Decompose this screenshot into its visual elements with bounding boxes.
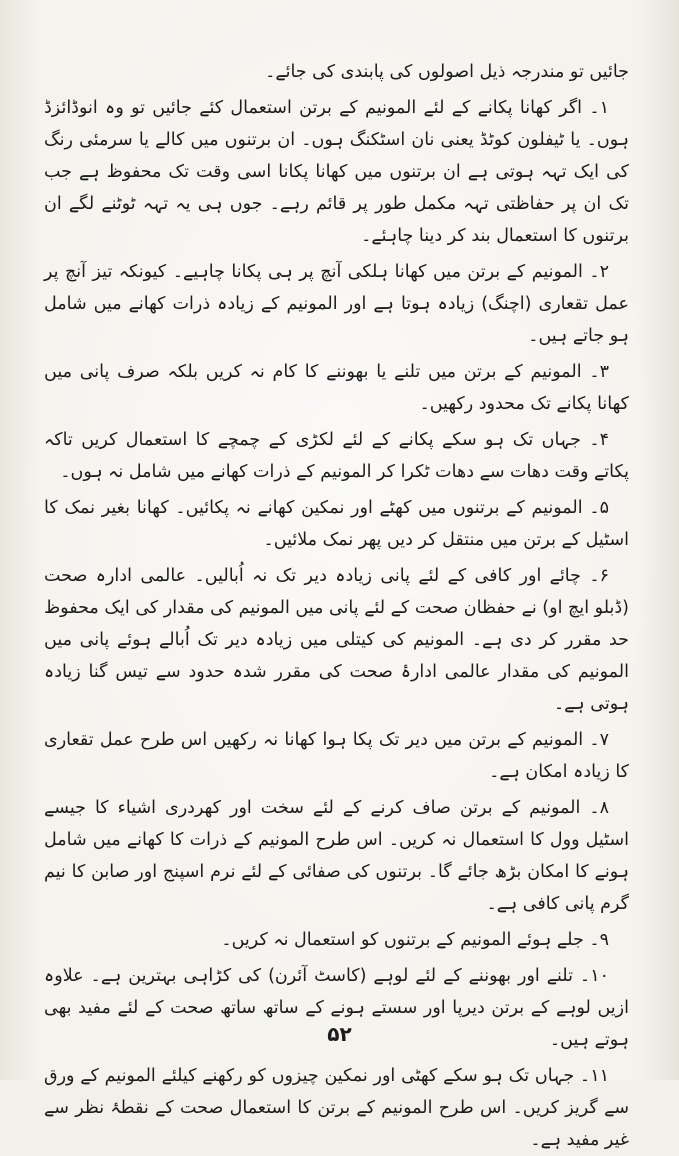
paragraph-rule-6: ۶۔ چائے اور کافی کے لئے پانی زیادہ دیر تک نہ اُبالیں۔ عالمی ادارہ صحت (ڈبلو ایچ او) نے حفظان صحت کے لئے پانی میں المونیم کی مقدار کی ایک محفوظ حد مقرر کر دی ہے۔ المونیم کی کیتلی میں زیادہ دیر تک اُبالے ہوئے پانی میں المونیم کی مقدار عالمی ادارۂ صحت کی مقرر شدہ حدود سے تیس گنا زیادہ ہوتی ہے۔ <box>44 566 629 714</box>
paragraph-intro: جائیں تو مندرجہ ذیل اصولوں کی پابندی کی جائے۔ <box>265 62 629 82</box>
paragraph-rule-1: ۱۔ اگر کھانا پکانے کے لئے المونیم کے برتن استعمال کئے جائیں تو وہ انوڈائزڈ ہوں۔ یا ٹیفلون کوٹڈ یعنی نان اسٹکنگ ہوں۔ ان برتنوں میں کالے یا سرمئی رنگ کی ایک تہہ ہوتی ہے ان برتنوں میں کھانا پکانا اسی وقت تک محفوظ ہے جب تک ان پر حفاظتی تہہ مکمل طور پر قائم رہے۔ جوں ہی یہ تہہ ٹوٹنے لگے ان برتنوں کا استعمال بند کر دینا چاہئے۔ <box>44 98 629 246</box>
paragraph-rule-11: ۱۱۔ جہاں تک ہو سکے کھٹی اور نمکین چیزوں کو رکھنے کیلئے المونیم کے ورق سے گریز کریں۔ اس طرح المونیم کے برتن کا استعمال صحت کے نقطۂ نظر سے غیر مفید ہے۔ <box>44 1066 629 1150</box>
paragraph-rule-7: ۷۔ المونیم کے برتن میں دیر تک پکا ہوا کھانا نہ رکھیں اس طرح عمل تقعاری کا زیادہ امکان ہے۔ <box>44 730 629 782</box>
paragraph-rule-3: ۳۔ المونیم کے برتن میں تلنے یا بھوننے کا کام نہ کریں بلکہ صرف پانی میں کھانا پکانے تک محدود رکھیں۔ <box>44 362 629 414</box>
paragraph-rule-8: ۸۔ المونیم کے برتن صاف کرنے کے لئے سخت اور کھردری اشیاء کا جیسے اسٹیل وول کا استعمال نہ کریں۔ اس طرح المونیم کے ذرات کا کھانے میں شامل ہونے کا امکان بڑھ جائے گا۔ برتنوں کی صفائی کے لئے نرم اسپنج اور صابن کا نیم گرم پانی کافی ہے۔ <box>44 798 629 914</box>
paragraph-rule-4: ۴۔ جہاں تک ہو سکے پکانے کے لئے لکڑی کے چمچے کا استعمال کریں تاکہ پکاتے وقت دھات سے دھات ٹکرا کر المونیم کے ذرات کھانے میں شامل نہ ہوں۔ <box>44 430 629 482</box>
paragraph-rule-9: ۹۔ جلے ہوئے المونیم کے برتنوں کو استعمال نہ کریں۔ <box>221 930 609 950</box>
paragraph-rule-10: ۱۰۔ تلنے اور بھوننے کے لئے لوہے (کاسٹ آئرن) کی کڑاہی بہترین ہے۔ علاوہ ازیں لوہے کے برتن دیرپا اور سستے ہونے کے ساتھ ساتھ صحت کے لئے مفید بھی ہوتے ہیں۔ <box>44 966 629 1050</box>
paragraph-rule-5: ۵۔ المونیم کے برتنوں میں کھٹے اور نمکین کھانے نہ پکائیں۔ کھانا بغیر نمک کا اسٹیل کے برتن میں منتقل کر دیں پھر نمک ملائیں۔ <box>44 498 629 550</box>
page-number: ۵۲ <box>327 1022 352 1046</box>
paragraph-rule-2: ۲۔ المونیم کے برتن میں کھانا ہلکی آنچ پر ہی پکانا چاہیے۔ کیونکہ تیز آنچ پر عمل تقعاری (اچنگ) زیادہ ہوتا ہے اور المونیم کے زیادہ ذرات کھانے میں شامل ہو جاتے ہیں۔ <box>44 262 629 346</box>
